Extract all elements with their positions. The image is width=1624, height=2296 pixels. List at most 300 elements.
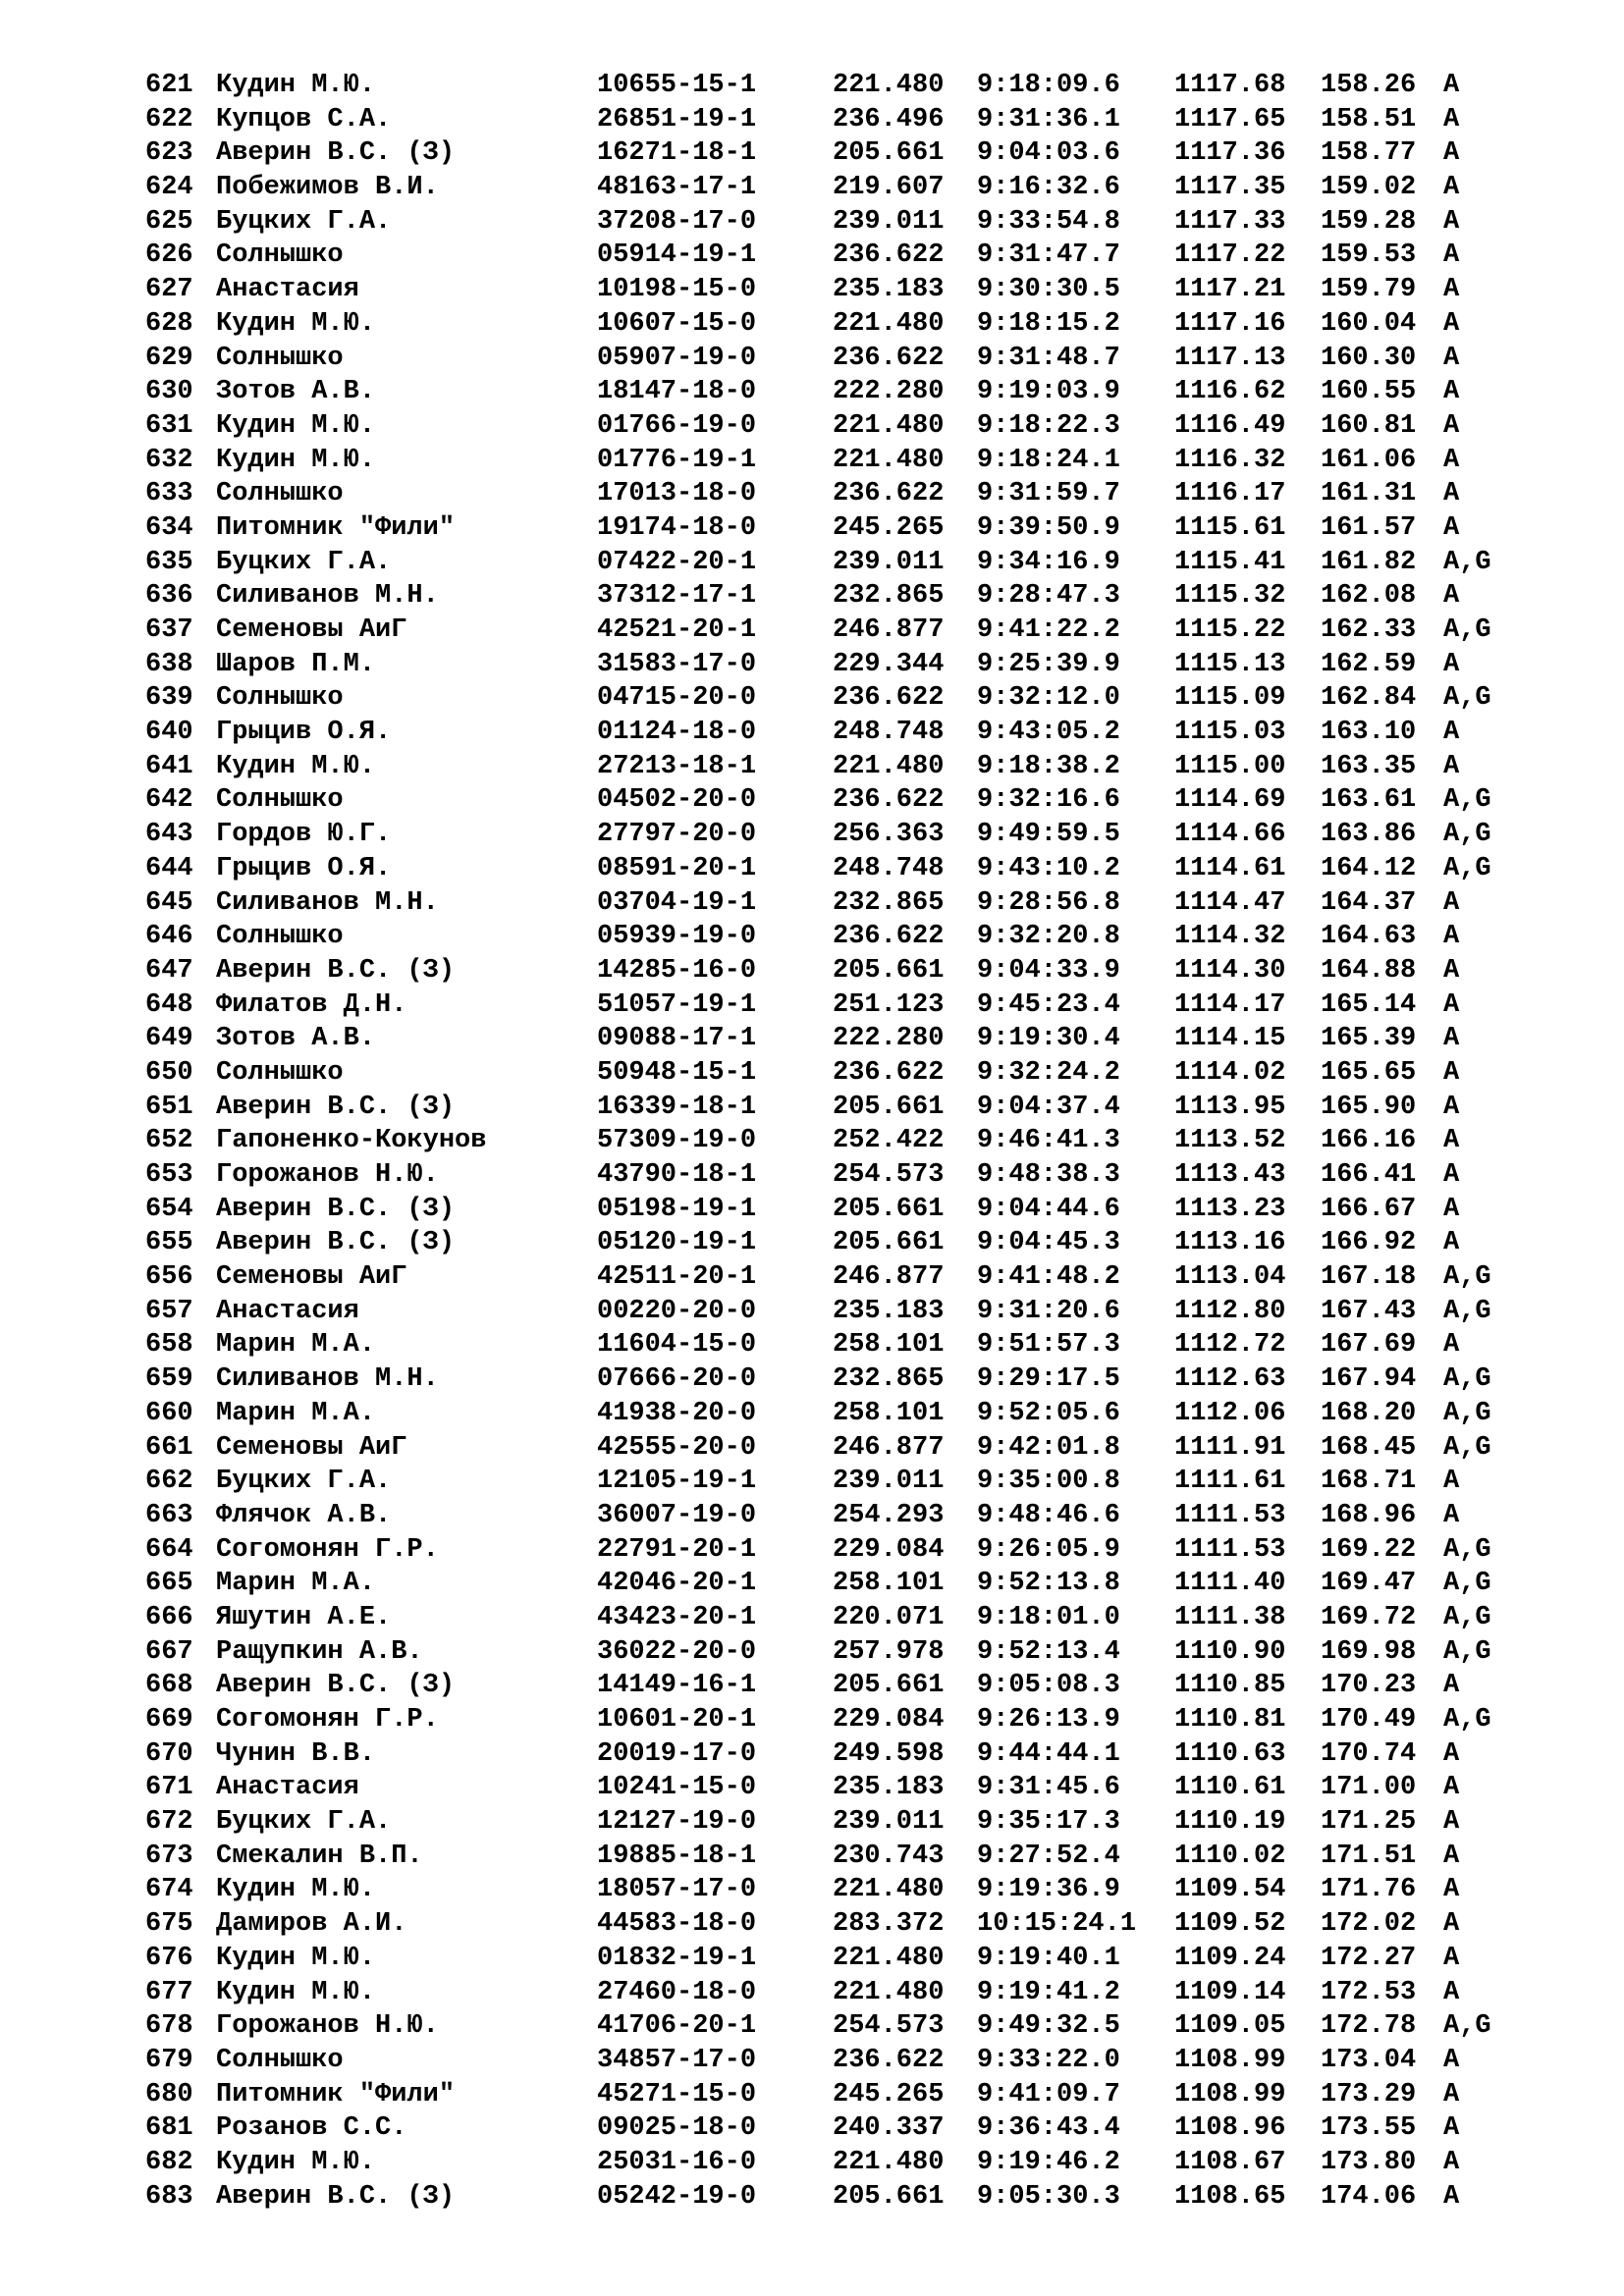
owner-cell: Семеновы АиГ [216, 615, 407, 645]
arrival-time-cell: 9:49:59.5 [977, 820, 1120, 850]
place-cell: 677 [145, 1977, 193, 2007]
distance-cell: 249.598 [833, 1738, 945, 1769]
arrival-time-cell: 9:41:09.7 [977, 2079, 1120, 2109]
note-cell: A [1443, 581, 1460, 612]
ring-number-cell: 04502-20-0 [597, 785, 757, 816]
arrival-time-cell: 9:36:43.4 [977, 2113, 1120, 2144]
arrival-time-cell: 9:18:09.6 [977, 71, 1120, 100]
arrival-time-cell: 9:43:05.2 [977, 718, 1120, 748]
speed-cell: 1117.68 [1174, 71, 1286, 100]
table-row [0, 783, 1624, 818]
table-row [0, 614, 1624, 648]
owner-cell: Солнышко [216, 785, 344, 816]
place-cell: 627 [145, 275, 193, 305]
place-cell: 626 [145, 240, 193, 271]
table-row [0, 1873, 1624, 1907]
table-row [0, 1158, 1624, 1193]
distance-cell: 235.183 [833, 1773, 945, 1803]
note-cell: A,G [1443, 2011, 1491, 2042]
table-row [0, 1907, 1624, 1942]
place-cell: 636 [145, 581, 193, 612]
place-cell: 646 [145, 922, 193, 952]
arrival-time-cell: 9:04:37.4 [977, 1092, 1120, 1122]
table-row [0, 681, 1624, 716]
place-cell: 683 [145, 2181, 193, 2212]
distance-cell: 222.280 [833, 377, 945, 407]
distance-cell: 219.607 [833, 173, 945, 203]
points-cell: 158.51 [1321, 104, 1417, 134]
points-cell: 171.76 [1321, 1875, 1417, 1905]
owner-cell: Солнышко [216, 343, 344, 373]
speed-cell: 1111.38 [1174, 1602, 1286, 1632]
distance-cell: 236.622 [833, 1057, 945, 1088]
distance-cell: 252.422 [833, 1126, 945, 1156]
arrival-time-cell: 9:48:46.6 [977, 1500, 1120, 1530]
table-row [0, 342, 1624, 376]
table-row [0, 171, 1624, 205]
table-row [0, 579, 1624, 614]
note-cell: A [1443, 410, 1460, 441]
note-cell: A [1443, 445, 1460, 475]
place-cell: 663 [145, 1500, 193, 1530]
speed-cell: 1115.41 [1174, 547, 1286, 577]
ring-number-cell: 51057-19-1 [597, 989, 757, 1020]
arrival-time-cell: 9:46:41.3 [977, 1126, 1120, 1156]
table-row [0, 1431, 1624, 1466]
points-cell: 173.29 [1321, 2079, 1417, 2109]
owner-cell: Солнышко [216, 479, 344, 509]
ring-number-cell: 05939-19-0 [597, 922, 757, 952]
table-row [0, 648, 1624, 682]
points-cell: 166.41 [1321, 1160, 1417, 1190]
place-cell: 678 [145, 2011, 193, 2042]
distance-cell: 254.573 [833, 1160, 945, 1190]
distance-cell: 230.743 [833, 1841, 945, 1871]
points-cell: 167.43 [1321, 1296, 1417, 1326]
table-row [0, 1499, 1624, 1533]
speed-cell: 1110.02 [1174, 1841, 1286, 1871]
speed-cell: 1112.80 [1174, 1296, 1286, 1326]
points-cell: 173.55 [1321, 2113, 1417, 2144]
distance-cell: 221.480 [833, 445, 945, 475]
arrival-time-cell: 9:19:46.2 [977, 2147, 1120, 2177]
speed-cell: 1109.05 [1174, 2011, 1286, 2042]
owner-cell: Купцов С.А. [216, 104, 392, 134]
points-cell: 165.39 [1321, 1024, 1417, 1054]
table-row [0, 988, 1624, 1023]
table-row [0, 2078, 1624, 2112]
place-cell: 639 [145, 683, 193, 714]
ring-number-cell: 20019-17-0 [597, 1738, 757, 1769]
table-row [0, 2044, 1624, 2078]
ring-number-cell: 19174-18-0 [597, 512, 757, 543]
arrival-time-cell: 9:19:41.2 [977, 1977, 1120, 2007]
place-cell: 634 [145, 512, 193, 543]
note-cell: A [1443, 138, 1460, 169]
speed-cell: 1111.40 [1174, 1569, 1286, 1599]
arrival-time-cell: 9:51:57.3 [977, 1330, 1120, 1361]
ring-number-cell: 01766-19-0 [597, 410, 757, 441]
note-cell: A,G [1443, 820, 1491, 850]
speed-cell: 1114.69 [1174, 785, 1286, 816]
arrival-time-cell: 9:31:45.6 [977, 1773, 1120, 1803]
place-cell: 629 [145, 343, 193, 373]
note-cell: A [1443, 1024, 1460, 1054]
ring-number-cell: 10655-15-1 [597, 71, 757, 100]
owner-cell: Кудин М.Ю. [216, 751, 376, 781]
points-cell: 167.69 [1321, 1330, 1417, 1361]
ring-number-cell: 16339-18-1 [597, 1092, 757, 1122]
speed-cell: 1115.22 [1174, 615, 1286, 645]
distance-cell: 205.661 [833, 138, 945, 169]
arrival-time-cell: 9:26:05.9 [977, 1534, 1120, 1565]
distance-cell: 221.480 [833, 410, 945, 441]
points-cell: 169.47 [1321, 1569, 1417, 1599]
distance-cell: 221.480 [833, 751, 945, 781]
ring-number-cell: 48163-17-1 [597, 173, 757, 203]
place-cell: 654 [145, 1194, 193, 1224]
ring-number-cell: 05242-19-0 [597, 2181, 757, 2212]
distance-cell: 205.661 [833, 955, 945, 986]
table-row [0, 444, 1624, 478]
table-row [0, 852, 1624, 886]
place-cell: 622 [145, 104, 193, 134]
ring-number-cell: 42555-20-0 [597, 1432, 757, 1463]
arrival-time-cell: 9:32:20.8 [977, 922, 1120, 952]
table-row [0, 239, 1624, 273]
note-cell: A [1443, 1228, 1460, 1258]
ring-number-cell: 42511-20-1 [597, 1262, 757, 1293]
place-cell: 653 [145, 1160, 193, 1190]
arrival-time-cell: 10:15:24.1 [977, 1909, 1137, 1940]
owner-cell: Анастасия [216, 1296, 359, 1326]
place-cell: 679 [145, 2045, 193, 2075]
note-cell: A [1443, 1875, 1460, 1905]
place-cell: 669 [145, 1705, 193, 1735]
place-cell: 655 [145, 1228, 193, 1258]
table-row [0, 1567, 1624, 1601]
arrival-time-cell: 9:18:15.2 [977, 308, 1120, 339]
place-cell: 652 [145, 1126, 193, 1156]
note-cell: A,G [1443, 1602, 1491, 1632]
place-cell: 640 [145, 718, 193, 748]
arrival-time-cell: 9:35:00.8 [977, 1467, 1120, 1497]
distance-cell: 232.865 [833, 1364, 945, 1395]
speed-cell: 1108.99 [1174, 2045, 1286, 2075]
speed-cell: 1112.06 [1174, 1398, 1286, 1428]
points-cell: 168.71 [1321, 1467, 1417, 1497]
owner-cell: Грыцив О.Я. [216, 853, 392, 883]
note-cell: A [1443, 1909, 1460, 1940]
ring-number-cell: 37312-17-1 [597, 581, 757, 612]
points-cell: 164.12 [1321, 853, 1417, 883]
place-cell: 635 [145, 547, 193, 577]
distance-cell: 251.123 [833, 989, 945, 1020]
owner-cell: Силиванов М.Н. [216, 887, 439, 918]
points-cell: 164.88 [1321, 955, 1417, 986]
points-cell: 162.84 [1321, 683, 1417, 714]
ring-number-cell: 01776-19-1 [597, 445, 757, 475]
owner-cell: Солнышко [216, 683, 344, 714]
note-cell: A [1443, 1092, 1460, 1122]
arrival-time-cell: 9:52:13.4 [977, 1636, 1120, 1667]
points-cell: 159.28 [1321, 206, 1417, 237]
arrival-time-cell: 9:19:30.4 [977, 1024, 1120, 1054]
table-row [0, 1635, 1624, 1670]
arrival-time-cell: 9:31:47.7 [977, 240, 1120, 271]
speed-cell: 1110.19 [1174, 1807, 1286, 1838]
arrival-time-cell: 9:18:38.2 [977, 751, 1120, 781]
speed-cell: 1113.16 [1174, 1228, 1286, 1258]
note-cell: A,G [1443, 1364, 1491, 1395]
owner-cell: Марин М.А. [216, 1398, 376, 1428]
ring-number-cell: 14285-16-0 [597, 955, 757, 986]
ring-number-cell: 50948-15-1 [597, 1057, 757, 1088]
ring-number-cell: 27213-18-1 [597, 751, 757, 781]
owner-cell: Силиванов М.Н. [216, 581, 439, 612]
place-cell: 648 [145, 989, 193, 1020]
speed-cell: 1111.91 [1174, 1432, 1286, 1463]
speed-cell: 1117.16 [1174, 308, 1286, 339]
note-cell: A [1443, 206, 1460, 237]
ring-number-cell: 41938-20-0 [597, 1398, 757, 1428]
speed-cell: 1115.13 [1174, 649, 1286, 679]
place-cell: 674 [145, 1875, 193, 1905]
arrival-time-cell: 9:32:12.0 [977, 683, 1120, 714]
owner-cell: Силиванов М.Н. [216, 1364, 439, 1395]
speed-cell: 1115.09 [1174, 683, 1286, 714]
speed-cell: 1117.36 [1174, 138, 1286, 169]
owner-cell: Аверин В.С. (З) [216, 1194, 456, 1224]
distance-cell: 229.084 [833, 1534, 945, 1565]
owner-cell: Дамиров А.И. [216, 1909, 407, 1940]
speed-cell: 1111.53 [1174, 1534, 1286, 1565]
note-cell: A [1443, 1943, 1460, 1973]
ring-number-cell: 14149-16-1 [597, 1671, 757, 1701]
ring-number-cell: 43423-20-1 [597, 1602, 757, 1632]
note-cell: A [1443, 1807, 1460, 1838]
ring-number-cell: 34857-17-0 [597, 2045, 757, 2075]
arrival-time-cell: 9:31:20.6 [977, 1296, 1120, 1326]
speed-cell: 1117.35 [1174, 173, 1286, 203]
speed-cell: 1112.63 [1174, 1364, 1286, 1395]
distance-cell: 205.661 [833, 1228, 945, 1258]
owner-cell: Буцких Г.А. [216, 1467, 392, 1497]
points-cell: 168.96 [1321, 1500, 1417, 1530]
points-cell: 168.45 [1321, 1432, 1417, 1463]
owner-cell: Побежимов В.И. [216, 173, 439, 203]
points-cell: 160.04 [1321, 308, 1417, 339]
speed-cell: 1115.61 [1174, 512, 1286, 543]
distance-cell: 245.265 [833, 512, 945, 543]
place-cell: 651 [145, 1092, 193, 1122]
arrival-time-cell: 9:43:10.2 [977, 853, 1120, 883]
arrival-time-cell: 9:18:24.1 [977, 445, 1120, 475]
owner-cell: Аверин В.С. (З) [216, 2181, 456, 2212]
distance-cell: 232.865 [833, 887, 945, 918]
points-cell: 170.49 [1321, 1705, 1417, 1735]
note-cell: A [1443, 1467, 1460, 1497]
arrival-time-cell: 9:34:16.9 [977, 547, 1120, 577]
points-cell: 173.80 [1321, 2147, 1417, 2177]
distance-cell: 246.877 [833, 1262, 945, 1293]
place-cell: 670 [145, 1738, 193, 1769]
distance-cell: 236.622 [833, 479, 945, 509]
table-row [0, 1091, 1624, 1125]
table-row [0, 1397, 1624, 1431]
points-cell: 162.08 [1321, 581, 1417, 612]
distance-cell: 239.011 [833, 547, 945, 577]
owner-cell: Яшутин А.Е. [216, 1602, 392, 1632]
points-cell: 161.57 [1321, 512, 1417, 543]
distance-cell: 220.071 [833, 1602, 945, 1632]
table-row [0, 1328, 1624, 1362]
table-row [0, 1124, 1624, 1158]
ring-number-cell: 09088-17-1 [597, 1024, 757, 1054]
arrival-time-cell: 9:27:52.4 [977, 1841, 1120, 1871]
place-cell: 650 [145, 1057, 193, 1088]
note-cell: A [1443, 512, 1460, 543]
distance-cell: 235.183 [833, 275, 945, 305]
distance-cell: 254.293 [833, 1500, 945, 1530]
points-cell: 165.14 [1321, 989, 1417, 1020]
ring-number-cell: 27797-20-0 [597, 820, 757, 850]
arrival-time-cell: 9:44:44.1 [977, 1738, 1120, 1769]
place-cell: 660 [145, 1398, 193, 1428]
table-row [0, 477, 1624, 511]
ring-number-cell: 45271-15-0 [597, 2079, 757, 2109]
speed-cell: 1113.52 [1174, 1126, 1286, 1156]
points-cell: 160.30 [1321, 343, 1417, 373]
arrival-time-cell: 9:29:17.5 [977, 1364, 1120, 1395]
place-cell: 681 [145, 2113, 193, 2144]
place-cell: 668 [145, 1671, 193, 1701]
distance-cell: 235.183 [833, 1296, 945, 1326]
note-cell: A [1443, 1977, 1460, 2007]
place-cell: 682 [145, 2147, 193, 2177]
points-cell: 172.02 [1321, 1909, 1417, 1940]
speed-cell: 1114.30 [1174, 955, 1286, 986]
table-row [0, 818, 1624, 852]
points-cell: 162.59 [1321, 649, 1417, 679]
owner-cell: Солнышко [216, 2045, 344, 2075]
arrival-time-cell: 9:28:56.8 [977, 887, 1120, 918]
ring-number-cell: 03704-19-1 [597, 887, 757, 918]
points-cell: 172.78 [1321, 2011, 1417, 2042]
distance-cell: 236.622 [833, 785, 945, 816]
ring-number-cell: 42046-20-1 [597, 1569, 757, 1599]
points-cell: 172.53 [1321, 1977, 1417, 2007]
distance-cell: 205.661 [833, 1671, 945, 1701]
speed-cell: 1114.47 [1174, 887, 1286, 918]
place-cell: 624 [145, 173, 193, 203]
note-cell: A,G [1443, 547, 1491, 577]
table-row [0, 409, 1624, 444]
owner-cell: Марин М.А. [216, 1569, 376, 1599]
ring-number-cell: 08591-20-1 [597, 853, 757, 883]
note-cell: A [1443, 1194, 1460, 1224]
place-cell: 621 [145, 71, 193, 100]
table-row [0, 1703, 1624, 1737]
arrival-time-cell: 9:05:08.3 [977, 1671, 1120, 1701]
arrival-time-cell: 9:31:48.7 [977, 343, 1120, 373]
note-cell: A [1443, 2113, 1460, 2144]
owner-cell: Зотов А.В. [216, 1024, 376, 1054]
ring-number-cell: 41706-20-1 [597, 2011, 757, 2042]
ring-number-cell: 04715-20-0 [597, 683, 757, 714]
place-cell: 649 [145, 1024, 193, 1054]
arrival-time-cell: 9:45:23.4 [977, 989, 1120, 1020]
table-row [0, 1601, 1624, 1635]
speed-cell: 1116.32 [1174, 445, 1286, 475]
points-cell: 171.00 [1321, 1773, 1417, 1803]
distance-cell: 229.344 [833, 649, 945, 679]
owner-cell: Солнышко [216, 240, 344, 271]
speed-cell: 1110.90 [1174, 1636, 1286, 1667]
points-cell: 160.55 [1321, 377, 1417, 407]
table-row [0, 546, 1624, 580]
note-cell: A [1443, 240, 1460, 271]
points-cell: 170.74 [1321, 1738, 1417, 1769]
place-cell: 680 [145, 2079, 193, 2109]
place-cell: 630 [145, 377, 193, 407]
owner-cell: Анастасия [216, 1773, 359, 1803]
points-cell: 161.31 [1321, 479, 1417, 509]
ring-number-cell: 27460-18-0 [597, 1977, 757, 2007]
note-cell: A,G [1443, 1569, 1491, 1599]
points-cell: 158.26 [1321, 71, 1417, 100]
points-cell: 159.53 [1321, 240, 1417, 271]
points-cell: 171.51 [1321, 1841, 1417, 1871]
table-row [0, 103, 1624, 137]
points-cell: 160.81 [1321, 410, 1417, 441]
arrival-time-cell: 9:42:01.8 [977, 1432, 1120, 1463]
owner-cell: Согомонян Г.Р. [216, 1534, 439, 1565]
points-cell: 169.98 [1321, 1636, 1417, 1667]
speed-cell: 1115.00 [1174, 751, 1286, 781]
table-row [0, 1260, 1624, 1295]
table-row [0, 273, 1624, 307]
note-cell: A [1443, 1738, 1460, 1769]
arrival-time-cell: 9:04:44.6 [977, 1194, 1120, 1224]
ring-number-cell: 36007-19-0 [597, 1500, 757, 1530]
owner-cell: Кудин М.Ю. [216, 71, 376, 100]
owner-cell: Кудин М.Ю. [216, 2147, 376, 2177]
owner-cell: Питомник "Фили" [216, 512, 456, 543]
owner-cell: Аверин В.С. (З) [216, 955, 456, 986]
table-row [0, 69, 1624, 103]
owner-cell: Флячок А.В. [216, 1500, 392, 1530]
points-cell: 166.16 [1321, 1126, 1417, 1156]
owner-cell: Семеновы АиГ [216, 1432, 407, 1463]
points-cell: 158.77 [1321, 138, 1417, 169]
place-cell: 641 [145, 751, 193, 781]
note-cell: A,G [1443, 615, 1491, 645]
distance-cell: 248.748 [833, 718, 945, 748]
speed-cell: 1109.54 [1174, 1875, 1286, 1905]
note-cell: A [1443, 989, 1460, 1020]
ring-number-cell: 18147-18-0 [597, 377, 757, 407]
distance-cell: 236.496 [833, 104, 945, 134]
ring-number-cell: 12127-19-0 [597, 1807, 757, 1838]
speed-cell: 1113.43 [1174, 1160, 1286, 1190]
place-cell: 628 [145, 308, 193, 339]
note-cell: A,G [1443, 1398, 1491, 1428]
distance-cell: 205.661 [833, 1194, 945, 1224]
ring-number-cell: 16271-18-1 [597, 138, 757, 169]
points-cell: 174.06 [1321, 2181, 1417, 2212]
table-row [0, 1942, 1624, 1976]
